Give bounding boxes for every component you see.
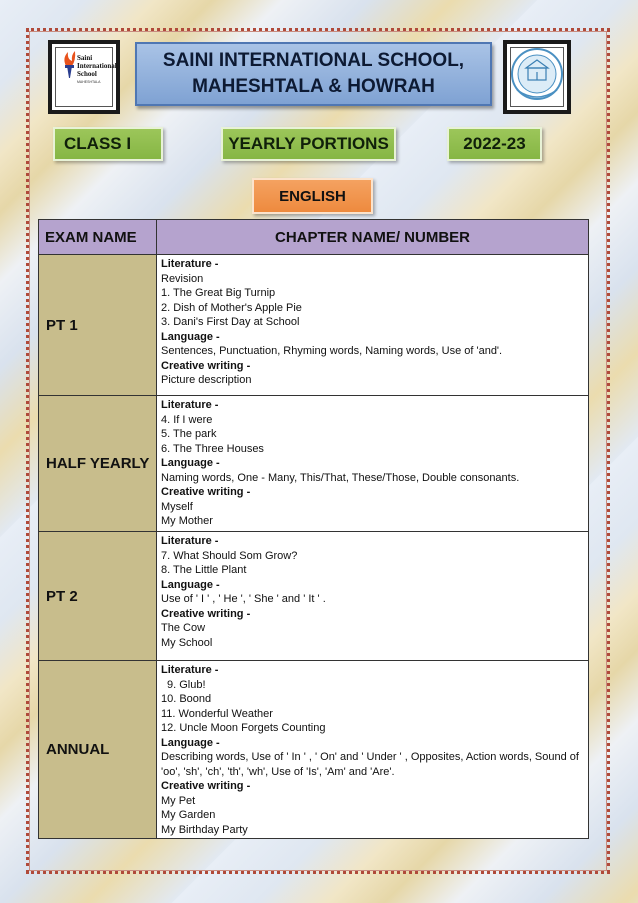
chapter-line: The Cow xyxy=(161,622,206,634)
table-row xyxy=(39,255,589,396)
section-heading: Language - xyxy=(161,736,220,749)
table-row xyxy=(39,396,589,532)
chapter-line: 5. The park xyxy=(161,428,217,440)
chapter-line: 7. What Should Som Grow? xyxy=(161,549,298,562)
chapter-line: Use of ' I ' , ' He ', ' She ' and ' It ' . xyxy=(161,593,326,605)
section-heading: Literature - xyxy=(161,258,219,270)
class-label: CLASS I xyxy=(53,127,163,161)
chapter-line: 2. Dish of Mother's Apple Pie xyxy=(161,301,302,314)
chapter-line: 11. Wonderful Weather xyxy=(161,707,273,720)
portions-label: YEARLY PORTIONS xyxy=(221,127,396,161)
chapter-line: 1. The Great Big Turnip xyxy=(161,287,276,299)
section-heading: Creative writing - xyxy=(161,780,251,792)
chapter-details-cell xyxy=(157,661,589,839)
header-exam-name: EXAM NAME xyxy=(39,220,157,255)
exam-name-cell: ANNUAL xyxy=(39,661,157,839)
chapter-line: 12. Uncle Moon Forgets Counting xyxy=(161,722,326,734)
chapter-details-cell xyxy=(157,396,589,532)
section-heading: Literature - xyxy=(161,399,219,411)
chapter-line: My Pet xyxy=(161,794,196,807)
section-heading: Creative writing - xyxy=(161,486,251,498)
logo-text-2: International xyxy=(77,62,116,70)
exam-name-cell: PT 1 xyxy=(39,255,157,396)
chapter-line: My Garden xyxy=(161,809,216,821)
chapter-line: Describing words, Use of ' In ' , ' On' and ' Under ' , Opposites, Action words, Sound of 'oo', 'sh', 'ch', 'th', 'wh', Use of 'Is', 'Am' and 'Are'. xyxy=(161,751,579,778)
section-heading: Literature - xyxy=(161,535,219,547)
school-title-line1: SAINI INTERNATIONAL SCHOOL, xyxy=(162,50,465,71)
section-heading: Literature - xyxy=(161,664,219,676)
section-heading: Language - xyxy=(161,578,220,591)
table-header-row xyxy=(39,220,589,255)
chapter-line: 9. Glub! xyxy=(167,678,206,691)
logo-text-4: MAHESHTALA xyxy=(77,80,101,84)
logo-text-3: School xyxy=(77,70,97,78)
chapter-line: Sentences, Punctuation, Rhyming words, Naming words, Use of 'and'. xyxy=(161,345,503,357)
section-heading: Language - xyxy=(161,330,220,343)
school-title xyxy=(135,42,492,106)
chapter-line: My Mother xyxy=(161,515,213,527)
chapter-line: 8. The Little Plant xyxy=(161,564,247,576)
academic-year-label: 2022-23 xyxy=(447,127,542,161)
school-logo xyxy=(48,40,120,114)
chapter-line: Picture description xyxy=(161,374,252,386)
table-row xyxy=(39,661,589,839)
cbse-emblem-icon xyxy=(507,44,567,110)
logo-text-1: Saini xyxy=(77,54,93,62)
chapter-details-cell xyxy=(157,255,589,396)
chapter-line: 10. Boond xyxy=(161,693,212,705)
section-heading: Creative writing - xyxy=(161,607,251,620)
school-title-line2: MAHESHTALA & HOWRAH xyxy=(192,76,435,97)
chapter-line: 6. The Three Houses xyxy=(161,442,264,455)
chapter-line: 3. Dani's First Day at School xyxy=(161,316,300,328)
chapter-line: Revision xyxy=(161,272,204,285)
chapter-line: Naming words, One - Many, This/That, These/Those, Double consonants. xyxy=(161,471,520,484)
chapter-details-cell xyxy=(157,532,589,661)
section-heading: Language - xyxy=(161,457,220,469)
exam-name-cell: PT 2 xyxy=(39,532,157,661)
chapter-line: 4. If I were xyxy=(161,413,213,426)
torch-icon xyxy=(52,44,116,110)
subject-label: ENGLISH xyxy=(252,178,373,214)
exam-name-cell: HALF YEARLY xyxy=(39,396,157,532)
board-emblem xyxy=(503,40,571,114)
table-row xyxy=(39,532,589,661)
chapter-line: My Birthday Party xyxy=(161,823,248,836)
chapter-line: Myself xyxy=(161,500,193,513)
chapter-line: My School xyxy=(161,636,213,649)
header-chapter-name: CHAPTER NAME/ NUMBER xyxy=(157,220,589,255)
portions-table xyxy=(38,219,589,839)
section-heading: Creative writing - xyxy=(161,359,251,372)
